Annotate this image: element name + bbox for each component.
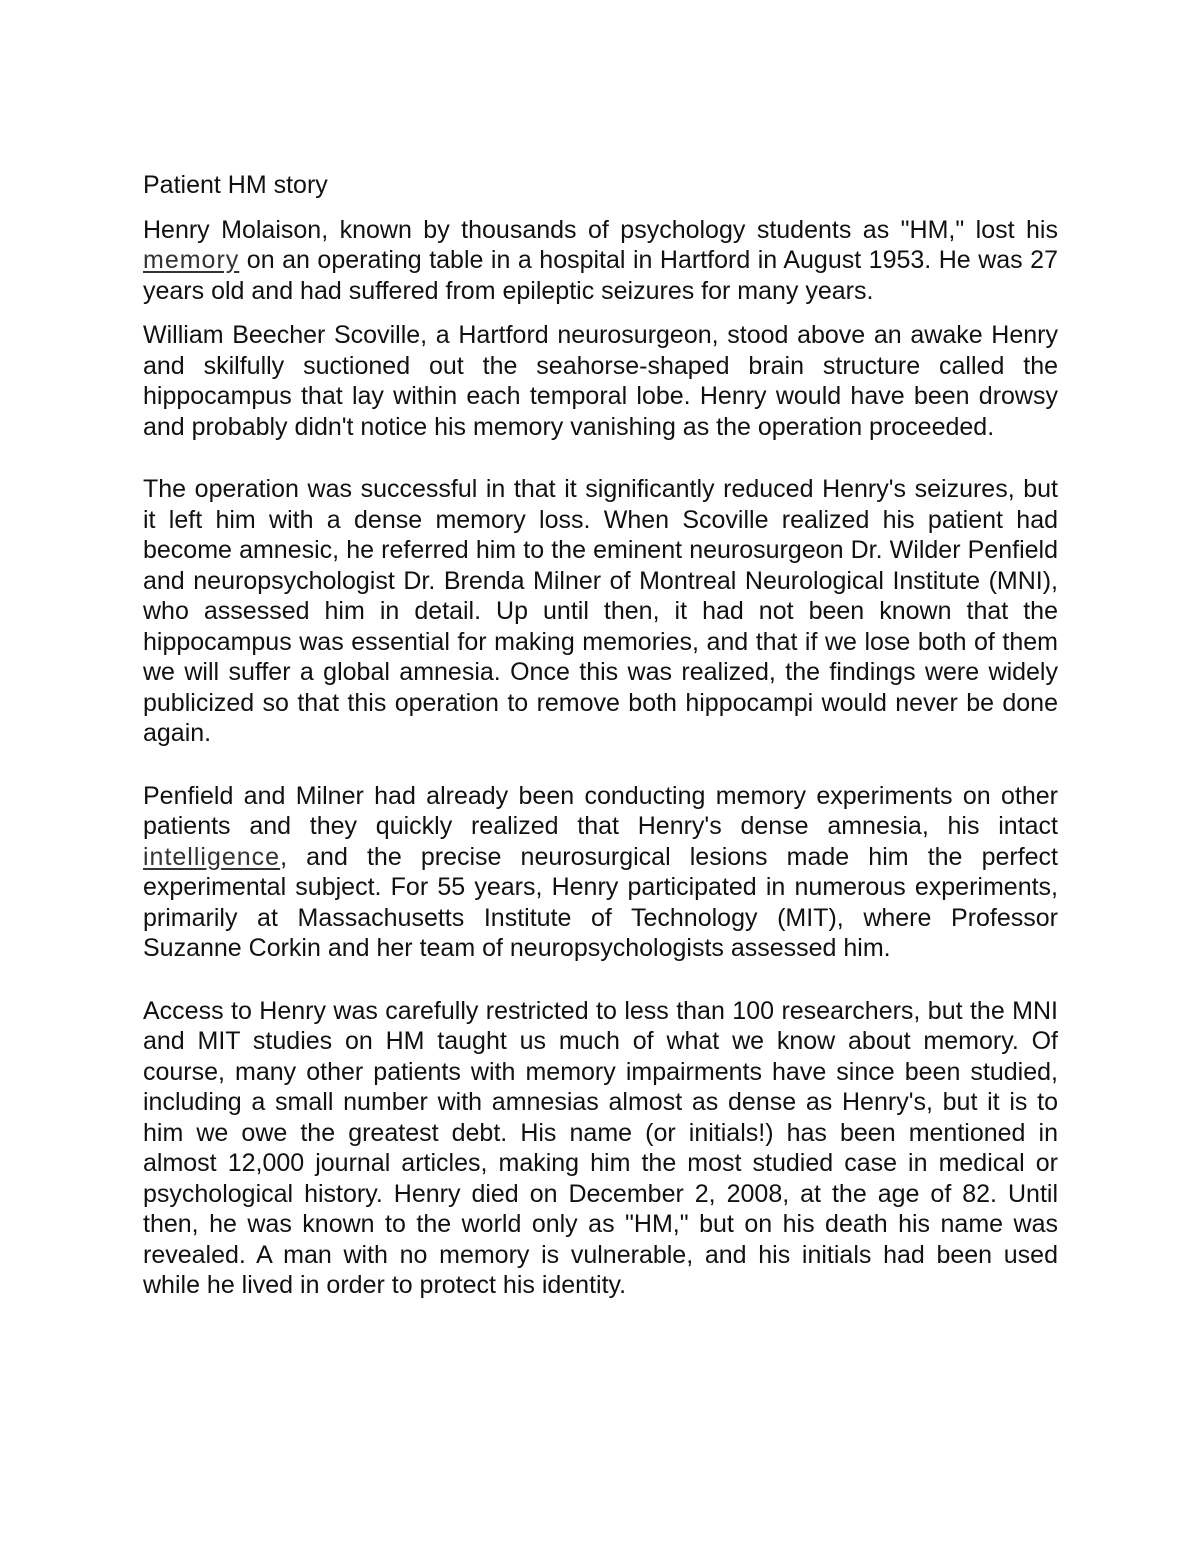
paragraph-text: on an operating table in a hospital in Hartford in August 1953. He was 27 years old and had suffered from epileptic seizures for many years. bbox=[143, 246, 1058, 305]
paragraph-legacy: Access to Henry was carefully restricted to less than 100 researchers, but the MNI and MIT studies on HM taught us much of what we know about memory. Of course, many other patients with memory impairments have since been studied, including a small number with amnesias almost as dense as Henry's, but it is to him we owe the greatest debt. His name (or initials!) has been mentioned in almost 12,000 journal articles, making him the most studied case in medical or psychological history. Henry died on December 2, 2008, at the age of 82. Until then, he was known to the world only as "HM," but on his death his name was revealed. A man with no memory is vulnerable, and his initials had been used while he lived in order to protect his identity. bbox=[143, 996, 1058, 1299]
paragraph-intro bbox=[143, 215, 1058, 307]
paragraph-research bbox=[143, 781, 1058, 964]
intelligence-link[interactable]: intelligence bbox=[143, 842, 281, 871]
paragraph-text: , and the precise neurosurgical lesions made him the perfect experimental subject. For 55 years, Henry participated in numerous experiments, primarily at Massachusetts Institute of Technology (MIT), where Professor Suzanne Corkin and her team of neuropsychologists assessed him. bbox=[143, 842, 1058, 962]
paragraph-text: Henry Molaison, known by thousands of psychology students as "HM," lost his bbox=[143, 215, 1058, 244]
document-body bbox=[143, 170, 1058, 1301]
memory-link[interactable]: memory bbox=[143, 246, 240, 274]
paragraph-surgery: William Beecher Scoville, a Hartford neurosurgeon, stood above an awake Henry and skilfully suctioned out the seahorse-shaped brain structure called the hippocampus that lay within each temporal lobe. Henry would have been drowsy and probably didn't notice his memory vanishing as the operation proceeded. bbox=[143, 321, 1058, 441]
paragraph-text: Penfield and Milner had already been conducting memory experiments on other patients and they quickly realized that Henry's dense amnesia, his intact bbox=[143, 781, 1058, 840]
document-title: Patient HM story bbox=[143, 171, 328, 199]
paragraph-outcome: The operation was successful in that it significantly reduced Henry's seizures, but it left him with a dense memory loss. When Scoville realized his patient had become amnesic, he referred him to the eminent neurosurgeon Dr. Wilder Penfield and neuropsychologist Dr. Brenda Milner of Montreal Neurological Institute (MNI), who assessed him in detail. Up until then, it had not been known that the hippocampus was essential for making memories, and that if we lose both of them we will suffer a global amnesia. Once this was realized, the findings were widely publicized so that this operation to remove both hippocampi would never be done again. bbox=[143, 475, 1058, 747]
